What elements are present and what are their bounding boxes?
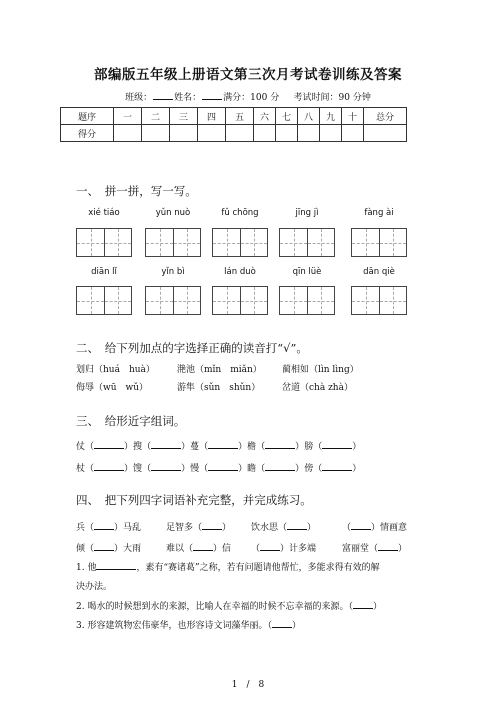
pinyin-label: dān qiè [363, 267, 395, 277]
answer-blank[interactable] [351, 520, 371, 530]
header-cell: 七 [276, 108, 298, 125]
header-cell: 九 [320, 108, 342, 125]
writing-grid[interactable] [76, 228, 132, 257]
reading-choice[interactable]: 蔺相如（lìn lìng） [282, 365, 359, 375]
char: 檐 [247, 442, 257, 452]
idiom-item: 倾（ ）大雨 [76, 541, 141, 554]
header-cell: 三 [170, 108, 198, 125]
similar-char-row-1: 仗（ ）搜（ ）蔓（ ）檐（ ）膀（ ） [76, 439, 361, 452]
score-cell[interactable] [254, 125, 276, 142]
char: 杖 [76, 464, 86, 474]
score-cell[interactable] [198, 125, 226, 142]
header-cell: 八 [298, 108, 320, 125]
writing-grid[interactable] [212, 228, 268, 257]
writing-grid[interactable] [76, 286, 132, 315]
question-1-cont: 决办法。 [76, 582, 113, 592]
score-cell[interactable] [320, 125, 342, 142]
page-number: 1 / 8 [231, 680, 265, 690]
header-cell: 二 [142, 108, 170, 125]
answer-blank[interactable] [378, 541, 398, 551]
idiom-item: 饮水思（ ） [251, 520, 316, 533]
score-cell[interactable] [342, 125, 364, 142]
pinyin-label: qīn lüè [292, 267, 322, 277]
char: 瞻 [247, 464, 257, 474]
score-row-label: 得分 [61, 125, 114, 142]
char: 慢 [190, 464, 200, 474]
char: 馊 [133, 464, 143, 474]
score-cell[interactable] [170, 125, 198, 142]
score-header-row [61, 108, 407, 125]
score-cell[interactable] [114, 125, 142, 142]
char: 膀 [304, 442, 314, 452]
writing-grid[interactable] [212, 286, 268, 315]
answer-blank[interactable] [202, 520, 222, 530]
reading-choice[interactable]: 岔道（chà zhà） [282, 383, 353, 393]
answer-blank[interactable] [94, 541, 114, 551]
section-2-title: 二、 给下列加点的字选择正确的读音打“√”。 [76, 341, 308, 355]
answer-blank[interactable] [265, 461, 295, 471]
writing-grid[interactable] [279, 286, 335, 315]
score-cell[interactable] [298, 125, 320, 142]
writing-grid[interactable] [279, 228, 335, 257]
answer-blank[interactable] [287, 520, 307, 530]
answer-blank[interactable] [272, 618, 292, 628]
writing-grid[interactable] [145, 286, 201, 315]
writing-grid[interactable] [351, 228, 407, 257]
reading-choice[interactable]: 划归（huá huà） [76, 365, 155, 375]
answer-blank[interactable] [193, 541, 213, 551]
answer-blank[interactable] [208, 439, 238, 449]
header-cell: 总分 [364, 108, 407, 125]
header-cell: 六 [254, 108, 276, 125]
reading-choice[interactable]: 滟池（mǐn miǎn） [177, 365, 262, 375]
score-cell[interactable] [142, 125, 170, 142]
header-cell: 五 [226, 108, 254, 125]
reading-choice[interactable]: 侮辱（wū wǔ） [76, 383, 149, 393]
answer-blank[interactable] [265, 439, 295, 449]
pinyin-label: jīng jì [295, 208, 319, 218]
exam-info [0, 90, 496, 103]
char: 傍 [304, 464, 314, 474]
name-blank[interactable] [202, 90, 222, 100]
idiom-item: （ ）情画意 [342, 520, 407, 533]
char: 搜 [133, 442, 143, 452]
pinyin-label: diān lǐ [91, 267, 117, 277]
answer-blank[interactable] [94, 520, 114, 530]
header-cell: 四 [198, 108, 226, 125]
question-1: 1. 他 ，素有“赛诸葛”之称，若有问题请他帮忙，多能求得有效的解 [76, 560, 380, 573]
section-3-title: 三、 给形近字组词。 [76, 414, 186, 428]
score-table [60, 107, 407, 142]
score-cell[interactable] [226, 125, 254, 142]
idiom-item: 兵（ ）马乱 [76, 520, 141, 533]
answer-blank[interactable] [208, 461, 238, 471]
writing-grid[interactable] [351, 286, 407, 315]
name-label: 姓名： [174, 93, 202, 103]
answer-blank[interactable] [151, 461, 181, 471]
exam-time: 考试时间：90 分钟 [293, 93, 371, 103]
similar-char-row-2: 杖（ ）馊（ ）慢（ ）瞻（ ）傍（ ） [76, 461, 361, 474]
answer-blank[interactable] [322, 439, 352, 449]
idiom-item: 富丽堂（ ） [342, 541, 407, 554]
score-row [61, 125, 407, 142]
section-4-title: 四、 把下列四字词语补充完整，并完成练习。 [76, 493, 312, 507]
idiom-item: 足智多（ ） [166, 520, 231, 533]
page-title: 部编版五年级上册语文第三次月考试卷训练及答案 [94, 67, 402, 83]
pinyin-label: lán duò [224, 267, 256, 277]
answer-blank[interactable] [151, 439, 181, 449]
answer-blank[interactable] [96, 560, 136, 570]
answer-blank[interactable] [94, 439, 124, 449]
header-cell: 十 [342, 108, 364, 125]
answer-blank[interactable] [260, 541, 280, 551]
fullscore: 满分：100 分 [223, 93, 280, 103]
answer-blank[interactable] [322, 461, 352, 471]
pinyin-label: xié tiáo [88, 208, 120, 218]
class-blank[interactable] [153, 90, 173, 100]
idiom-item: 难以（ ）信 [166, 541, 231, 554]
answer-blank[interactable] [94, 461, 124, 471]
idiom-item: （ ）计多端 [251, 541, 316, 554]
score-cell[interactable] [276, 125, 298, 142]
pinyin-label: yǔn nuò [155, 208, 191, 218]
reading-choice[interactable]: 游隼（sǔn shǔn） [177, 383, 261, 393]
score-cell[interactable] [364, 125, 407, 142]
char: 仗 [76, 442, 86, 452]
answer-blank[interactable] [353, 599, 373, 609]
pinyin-label: fǔ chōng [221, 208, 259, 218]
header-cell: 题序 [61, 108, 114, 125]
header-cell: 一 [114, 108, 142, 125]
class-label: 班级： [125, 93, 153, 103]
question-3: 3. 形容建筑物宏伟豪华，也形容诗文词藻华丽。（ ） [76, 618, 301, 631]
char: 蔓 [190, 442, 200, 452]
section-1-title: 一、 拼一拼，写一写。 [76, 184, 197, 198]
question-2: 2. 喝水的时候想到水的来源，比喻人在幸福的时候不忘幸福的来源。（ ） [76, 599, 382, 612]
pinyin-label: fàng ài [364, 208, 394, 218]
pinyin-label: yǐn bì [161, 267, 185, 277]
writing-grid[interactable] [145, 228, 201, 257]
